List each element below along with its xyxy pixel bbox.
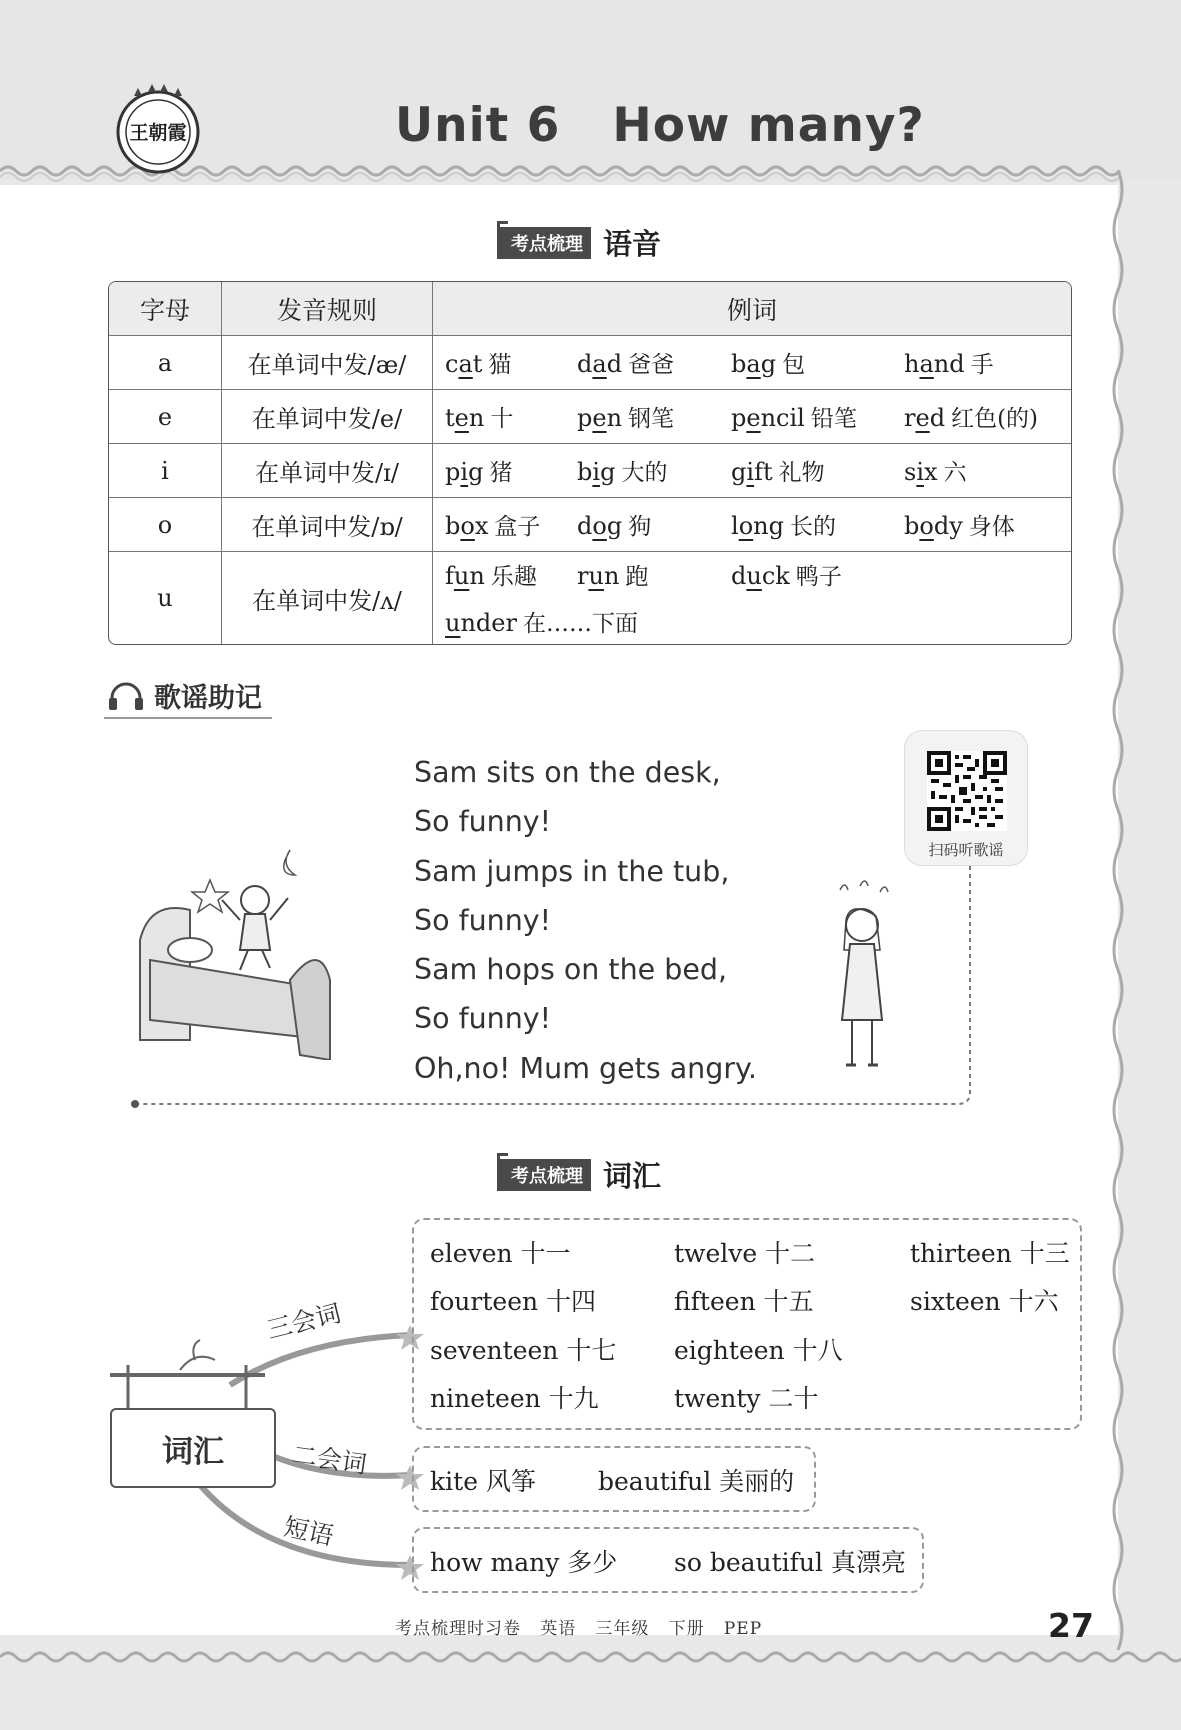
vocab-word: twelve 十二 [674,1239,816,1268]
qr-code-icon [927,751,1007,831]
example-word: dad 爸爸 [577,350,675,378]
bottom-wave-border [0,1648,1181,1670]
header-rule: 发音规则 [222,282,433,336]
chant-dotted-frame [125,866,975,1116]
example-word: box 盒子 [445,512,541,540]
three-skill-words-box [412,1218,1082,1430]
example-word: under 在……下面 [445,609,638,637]
vocab-section-header [497,1154,661,1195]
branch-label-phrases: 短语 [281,1512,337,1551]
example-word: big 大的 [577,458,668,486]
example-words-cell [433,390,1071,444]
table-row [109,390,1071,444]
letter-cell: e [109,390,222,444]
qr-code-card[interactable] [904,730,1028,866]
publisher-logo [112,82,204,174]
rule-cell: 在单词中发/ʌ/ [222,552,433,644]
vocab-word: seventeen 十七 [430,1336,617,1365]
vocab-word: sixteen 十六 [910,1287,1059,1316]
example-words-cell [433,498,1071,552]
footer-text: 考点梳理时习卷 英语 三年级 下册 PEP [395,1619,763,1639]
example-word: cat 猫 [445,350,512,378]
phonics-table [108,281,1072,645]
example-words-cell [433,444,1071,498]
chant-line: Oh,no! Mum gets angry. [414,1051,757,1085]
table-row [109,444,1071,498]
vocab-word: fourteen 十四 [430,1287,597,1316]
chant-heading-text: 歌谣助记 [154,683,262,714]
example-word: duck 鸭子 [731,562,842,590]
rule-cell: 在单词中发/e/ [222,390,433,444]
unit-title: Unit 6 How many? [395,98,925,153]
table-row [109,498,1071,552]
example-words-cell [433,552,1071,644]
example-word: long 长的 [731,512,836,540]
vocab-word: nineteen 十九 [430,1384,599,1413]
chant-line: So funny! [414,1002,552,1036]
vocab-word: kite 风筝 [430,1467,536,1496]
vocab-root-sign: 词汇 [110,1408,276,1488]
example-word: fun 乐趣 [445,562,537,590]
section-tag: 考点梳理 [497,1159,591,1191]
section-title: 词汇 [603,1159,662,1193]
example-word: pig 猪 [445,458,513,486]
branch-label-three-skill: 三会词 [263,1298,344,1345]
example-word: run 跑 [577,562,649,590]
vocab-word: eleven 十一 [430,1239,571,1268]
table-header-row [109,282,1071,336]
chant-line: Sam sits on the desk, [414,756,721,789]
branch-label-two-skill: 二会词 [290,1439,369,1480]
phrases-box [412,1527,924,1593]
vocab-phrase: so beautiful 真漂亮 [674,1548,906,1577]
example-word: gift 礼物 [731,458,825,486]
example-word: six 六 [904,458,967,486]
letter-cell: o [109,498,222,552]
letter-cell: a [109,336,222,390]
header-examples: 例词 [433,282,1071,336]
chant-line: Sam jumps in the tub, [414,854,730,888]
page-number: 27 [1048,1606,1094,1645]
example-word: body 身体 [904,512,1015,540]
vocab-word: twenty 二十 [674,1384,819,1413]
headphones-icon [106,680,146,712]
right-wave-border [1112,170,1132,1650]
qr-label: 扫码听歌谣 [928,841,1004,859]
vocab-phrase: how many 多少 [430,1548,618,1577]
example-word: bag 包 [731,350,806,378]
logo-text: 王朝霞 [129,122,187,144]
example-word: pencil 铅笔 [731,404,857,432]
table-row [109,336,1071,390]
letter-cell: i [109,444,222,498]
chant-line: So funny! [414,805,552,839]
chant-line: Sam hops on the bed, [414,953,728,987]
chant-heading [104,676,272,719]
header-letter: 字母 [109,282,222,336]
table-row [109,552,1071,644]
vocab-word: eighteen 十八 [674,1336,843,1365]
section-tag: 考点梳理 [497,227,591,259]
rule-cell: 在单词中发/æ/ [222,336,433,390]
example-words-cell [433,336,1071,390]
example-word: pen 钢笔 [577,404,675,432]
chant-line: So funny! [414,903,552,937]
section-title: 语音 [603,227,662,261]
example-word: dog 狗 [577,512,652,540]
phonics-section-header [497,222,661,263]
vocab-word: thirteen 十三 [910,1239,1070,1268]
rule-cell: 在单词中发/ɪ/ [222,444,433,498]
vocab-mindmap-connectors [100,1220,440,1580]
example-word: red 红色(的) [904,404,1039,432]
vocab-word: fifteen 十五 [674,1287,814,1316]
two-skill-words-box [412,1446,816,1512]
example-word: hand 手 [904,350,994,378]
rule-cell: 在单词中发/ɒ/ [222,498,433,552]
vocab-word: beautiful 美丽的 [598,1467,795,1496]
letter-cell: u [109,552,222,644]
example-word: ten 十 [445,404,514,432]
